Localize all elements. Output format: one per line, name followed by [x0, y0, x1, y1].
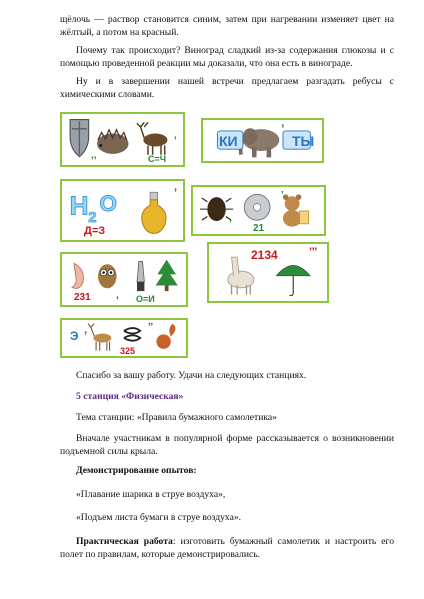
practical-text: : изготовить бумажный самолетик и настроить его полет по правилам, которые демонстрировались.	[60, 536, 394, 560]
rebus-2-apostrophe: ’	[281, 122, 285, 136]
rebus-7-apostrophes: ’’	[148, 322, 154, 333]
paragraph-why: Почему так происходит? Виноград сладкий из-за содержания глюкозы и с помощью проведенной реакции мы доказали, что она есть в винограде.	[60, 45, 394, 69]
moose-icon	[143, 133, 167, 146]
paragraph-thanks: Спасибо за вашу работу. Удачи на следующих станциях.	[76, 370, 307, 381]
demo-heading: Демонстрирование опытов:	[76, 465, 197, 476]
rebus-5-comma-mark: ,	[116, 290, 119, 301]
fir-tree-icon	[156, 260, 178, 286]
beetle-icon	[207, 197, 225, 221]
rebus-1-apostrophe: ,	[174, 130, 177, 141]
rebus-3-rule: Д=З	[84, 225, 106, 237]
rebus-1-comma-mark: ,,	[91, 150, 97, 161]
rebus-2-left-syllable: КИ	[219, 133, 238, 149]
rebus-6-number: 2134	[251, 248, 278, 262]
paragraph-practical	[60, 536, 394, 561]
nose-icon	[72, 263, 83, 288]
experiment-2: «Подъем листа бумаги в струе воздуха».	[76, 512, 242, 523]
rebus-5-rule: О=И	[136, 294, 155, 304]
rebus-3-apostrophe: ’	[174, 187, 178, 199]
rebus-1-rule: С=Ч	[148, 154, 167, 164]
rebus-puzzle-4	[191, 185, 326, 236]
rebus-2-right-syllable: ТЫ	[292, 133, 315, 149]
umbrella-icon	[276, 265, 310, 275]
rebus-puzzle-3	[60, 179, 185, 242]
paragraph-alkali: щёлочь — раствор становится синим, затем при нагревании изменяет цвет на жёлтый, а потом на красный.	[60, 14, 394, 38]
rebus-puzzle-1	[60, 112, 185, 167]
rebus-6-apostrophes: ’’’	[309, 246, 318, 258]
rebus-3-art	[62, 181, 183, 240]
experiment-1: «Плавание шарика в струе воздуха»,	[76, 489, 226, 500]
paragraph-intro: Вначале участникам в популярной форме рассказывается о возникновении подъемной силы крыла.	[60, 433, 394, 457]
rebus-7-number: 325	[120, 346, 136, 356]
owl-icon	[98, 264, 117, 288]
water-formula-icon: H	[69, 190, 89, 221]
station-theme: Тема станции: «Правила бумажного самолетика»	[76, 412, 277, 423]
rebus-puzzle-5	[60, 252, 188, 307]
coil-spring-icon	[124, 328, 140, 341]
paragraph-rebus-intro: Ну и в завершении нашей встречи предлагаем разгадать ребусы с химическими словами.	[60, 76, 394, 100]
practical-label: Практическая работа	[76, 536, 173, 547]
rebus-7-comma-mark: ,	[84, 324, 88, 336]
rebus-4-number: 21	[253, 223, 265, 234]
rebus-5-number: 231	[74, 292, 91, 303]
squirrel-icon	[156, 334, 170, 348]
station-heading: 5 станция «Физическая»	[76, 391, 184, 402]
perfume-bottle-icon	[142, 200, 166, 234]
rebus-4-comma-mark: ,	[229, 213, 232, 224]
rebus-7-letter: Э	[70, 329, 79, 343]
rebus-puzzle-6	[207, 242, 329, 303]
rebus-puzzle-2	[201, 118, 324, 163]
knife-icon	[137, 261, 144, 281]
svg-text:2: 2	[88, 209, 97, 227]
rebus-puzzle-7	[60, 318, 188, 358]
deer-icon	[93, 334, 111, 343]
svg-text:O: O	[99, 190, 118, 216]
rebus-4-apostrophe: ’	[281, 190, 284, 201]
